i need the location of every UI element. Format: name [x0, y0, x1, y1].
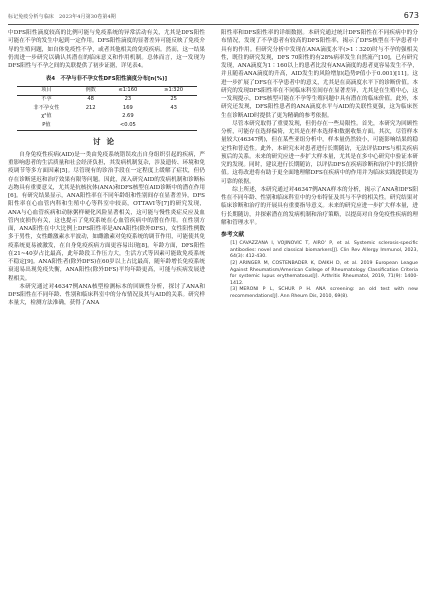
header-rule — [8, 24, 419, 25]
references-heading: 参考文献 — [221, 232, 245, 238]
table-header-cell: 例数 — [76, 86, 105, 95]
reference-number: [1] — [230, 241, 238, 247]
section-heading-discussion: 讨论 — [93, 136, 120, 146]
table-cell: 2.69 — [122, 113, 134, 120]
table-cell — [151, 113, 197, 121]
paragraph: 中DFS阳性滴度较高的比例可能与免疫系统的异常活动有关，尤其是DFS阳性可能在不孕的发生中起到一定作用。DFS阳性滴度的显著差异可能反映了免疫介导的生殖问题，如自体免疫性不孕，或者其他相关的免疫疾病。然而，这一结果仍需进一步研究以确认其潜在的临床意义和作用机制。总体而言，这一发现为DFS阳性与不孕之间的关联提供了初步证据，详见表4。 — [8, 30, 205, 69]
table-cell — [151, 121, 197, 130]
reference-text: CAVAZZANA I, VOJINOVIC T, AIRO' P, et al. Systemic sclerosis-specific antibodies: novel and classical biomarkers[J]. Clin Rev Allergy Immunol, 2023, 64(3): 412-430. — [230, 241, 418, 260]
journal-running-title: 标记免疫分析与临床 2023年4月第30卷第4期 — [8, 14, 116, 20]
paragraph: 本研究通过对46347例ANA核型检测标本的回顾性分析，探讨了ANA和DFS阳性在不同年龄、性别和临床科室中的分布情况及其与AID的关系。研究样本量大，检测方法准确，获得了ANA — [8, 283, 205, 307]
table-header-cell: 项目 — [17, 86, 77, 95]
table-cell: P值 — [17, 121, 77, 130]
table-cell — [76, 121, 105, 130]
reference-text: MERONI P L, SCHUR P H. ANA screening: an old test with new recommendations[J]. Ann Rheum Dis, 2010, 69(8). — [230, 287, 418, 299]
table-caption: 表4 不孕与非不孕女性DFS阳性滴度分布[n(%)] — [45, 76, 168, 83]
table-cell: χ²值 — [41, 113, 52, 120]
page-number: 673 — [403, 11, 419, 20]
table-cell — [76, 113, 105, 121]
table-cell: 43 — [170, 104, 177, 111]
reference-item — [221, 241, 418, 261]
reference-item — [221, 287, 418, 300]
right-column — [221, 29, 418, 301]
table-cell: 25 — [170, 96, 177, 103]
reference-number: [3] — [230, 287, 238, 293]
paragraph: 综上所述，本研究通过对46347例ANA样本的分析，揭示了ANA和DFS阳性在不同年龄、性别和临床科室中的分布特征及其与不孕的相关性。研究结果对临床诊断和治疗的开展具有重要指导意义。未来的研究应进一步扩大样本量，进行长期随访，并探索潜在的发病机制和治疗策略，以提高对自身免疫性疾病的理解和管理水平。 — [221, 186, 418, 226]
reference-number: [2] — [230, 261, 238, 267]
table-cell: 非不孕女性 — [33, 104, 60, 111]
table-4 — [17, 86, 197, 131]
table-header-cell: ≤1∶160 — [105, 86, 151, 95]
table-cell: 212 — [85, 104, 96, 111]
reference-item — [221, 261, 418, 287]
table-row — [17, 121, 197, 130]
table-cell: 48 — [87, 96, 94, 103]
table-cell: <0.05 — [105, 121, 151, 130]
table-header-cell: ≥1∶320 — [151, 86, 197, 95]
reference-text: ARINGER M, COSTENBADER K, DAIKH D, et al. 2019 European League Against Rheumatism/American College of Rheumatology Classification Criteria for systemic lupus erythematosus[J]. Arthritis Rheumatol, 2019, 71(9): 1400-1412. — [230, 261, 418, 286]
paragraph: 尽管本研究取得了重要发现，但仍存在一些局限性。首先，本研究为回顾性分析，可能存在选择偏倚，尤其是在样本选择和数据收集方面。其次，尽管样本量较大(46347例)，但在某些亚组分析中，样本量仍然较小，可能影响结果的稳定性和普适性。此外，本研究未对患者进行长期随访，无法评估DFS与相关疾病预后的关系。未来的研究应进一步扩大样本量，尤其是在多中心研究中验证本研究的发现。同时，建议进行长期随访，以评估DFS在疾病诊断和治疗中的长期价值。这将改进将有助于更全面地理解DFS在疾病中的作用并为临床实践提供更为可靠的依据。 — [221, 120, 418, 185]
page-header — [8, 9, 419, 23]
paragraph: 阳性率和DFS阳性率的详细数据。本研究通过统计DFS阳性在不同疾病中的分布情况，发现了不孕患者有较高的DFS阳性率，揭示了DFS核型在不孕患者中具有的作用。但研究分析中发现在ANA滴度水平(>1∶320)时与不孕的强相关性，既往的研究发现，DFS 70阳性的有28%病率发生自然流产[10]，已有研究发现，ANA滴度为1∶160以上的患者比没有ANA滴度的患者更容易发生不孕，并且随着ANA滴度的升高，AID发生的风险增加(趋势P值小于0.001)[11]。这进一步扩展了DFS在不孕患者中的意义，尤其是在高滴度水平下的诊断价值。本研究的发现DFS阳性率在不同临床科室间存在显著差异，尤其是在生殖中心，这一发现提示，DFS核型可能在不孕等生殖问题中具有潜在的临床价值。此外，本研究还发现，DFS阳性患者的ANA滴度水平与AID的关联性更强，这为临床医生在诊断AID时提供了更为精确的参考依据。 — [221, 30, 418, 119]
table-row — [17, 113, 197, 121]
left-column — [8, 29, 205, 308]
table-cell: 不孕 — [41, 96, 52, 103]
table-header-row — [17, 86, 197, 95]
paragraph: 自身免疫性疾病(AID)是一类由免疫系统错误攻击自身组织引起的疾病，严重影响患者的生活质量和社会经济负担，其发病机制复杂，涉及遗传、环境和免疫调节等多方面因素[5]。尽管现有的诊治手段在一定程度上缓解了症状，但仍存在诊断延迟和治疗效果有限等问题。因此，深入研究AID的发病机制和诊断标志物具有重要意义，尤其是抗核抗体(ANA)和DFS核型在AID诊断中的潜在作用[6]。有研究结果显示，ANA阳性率在不同年龄组和性别间存在显著差异，DFS阳性率在心血管内科和生殖中心等科室中较高，OTTAVI等[7]的研究发现，ANA与心血管疾病和动脉粥样硬化风险显著相关，这可能与慢性炎症反应及血管内皮损伤有关，这也提示了免疫系统在心血管疾病中的潜在作用。在性别方面，ANA阳性在中大比例上DFS阳性率是ANA阳性(除外DFS)，女性阳性例数多于男性，女性雌激素水平波动，如雌激素对免疫系统的调节作用，可能使其免疫系统更易被激发，在自身免疫疾病方面更容易出现[8]。年龄方面，DFS阳性在21~40岁占比最高，此年龄段工作压力大，生活方式等因素可能致免疫系统不稳定[9]。ANA阳性者(除外DFS)在60岁以上占比最高，随年龄增长免疫系统衰退易出现免疫失衡，ANA阳性(除外DFS)平均年龄更高，可能与疾病发展进程相关。 — [8, 151, 205, 282]
table-row — [17, 104, 197, 112]
table-cell: 169 — [122, 104, 133, 111]
table-row — [17, 95, 197, 104]
table-cell: 23 — [124, 96, 132, 103]
